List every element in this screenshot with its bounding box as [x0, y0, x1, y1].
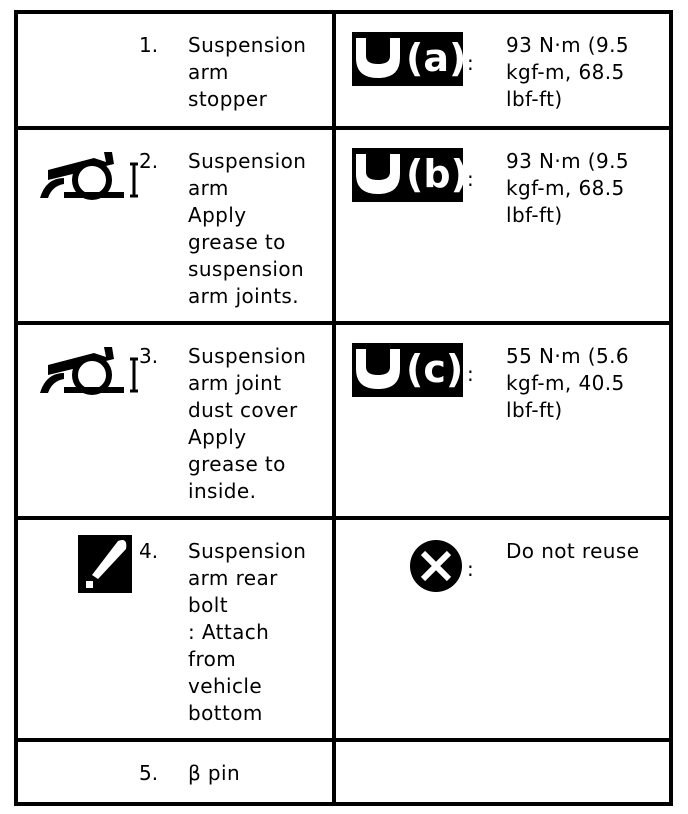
item-description-1: Suspension arm stopper	[188, 33, 307, 111]
torque-wrench-icon	[352, 148, 468, 202]
torque-wrench-icon	[352, 343, 463, 397]
torque-wrench-icon	[352, 32, 467, 86]
torque-label-b: (b)	[406, 152, 468, 196]
legend-row-1	[16, 12, 671, 128]
legend-row-2	[16, 128, 671, 323]
torque-value-a: 93 N·m (9.5 kgf-m, 68.5 lbf-ft)	[506, 33, 629, 111]
torque-cell-b	[334, 128, 671, 323]
item-description-5: β pin	[188, 761, 241, 785]
reuse-colon: :	[467, 557, 474, 581]
grease-icon	[34, 343, 139, 395]
item-cell-4	[16, 518, 334, 740]
do-not-reuse-icon	[409, 539, 463, 593]
item-number-4: 4.	[139, 539, 159, 563]
item-number-2: 2.	[139, 149, 159, 173]
legend-row-4	[16, 518, 671, 740]
item-cell-5	[16, 740, 334, 804]
grease-icon	[34, 148, 139, 200]
item-description-2: Suspension arm Apply grease to suspension arm joints.	[188, 149, 307, 308]
torque-label-c: (c)	[406, 347, 464, 391]
item-number-5: 5.	[139, 761, 159, 785]
torque-colon-b: :	[467, 167, 474, 191]
torque-colon-c: :	[467, 362, 474, 386]
reuse-value: Do not reuse	[506, 539, 640, 563]
item-description-3: Suspension arm joint dust cover Apply grease to inside.	[188, 344, 307, 503]
legend-row-5	[16, 740, 671, 804]
torque-cell-a	[334, 12, 671, 128]
torque-value-b: 93 N·m (9.5 kgf-m, 68.5 lbf-ft)	[506, 149, 629, 227]
reuse-cell	[334, 518, 671, 740]
item-description-4: Suspension arm rear bolt : Attach from vehicle bottom	[188, 539, 307, 725]
item-number-1: 1.	[139, 33, 159, 57]
item-cell-1	[16, 12, 334, 128]
item-number-3: 3.	[139, 344, 159, 368]
note-arrow-icon	[78, 535, 132, 593]
torque-colon-a: :	[467, 51, 474, 75]
torque-label-a: (a)	[406, 36, 467, 80]
torque-value-c: 55 N·m (5.6 kgf-m, 40.5 lbf-ft)	[506, 344, 629, 422]
empty-cell	[334, 740, 671, 804]
legend-row-3	[16, 323, 671, 518]
item-cell-2	[16, 128, 334, 323]
torque-cell-c	[334, 323, 671, 518]
parts-legend-table	[14, 10, 673, 806]
item-cell-3	[16, 323, 334, 518]
